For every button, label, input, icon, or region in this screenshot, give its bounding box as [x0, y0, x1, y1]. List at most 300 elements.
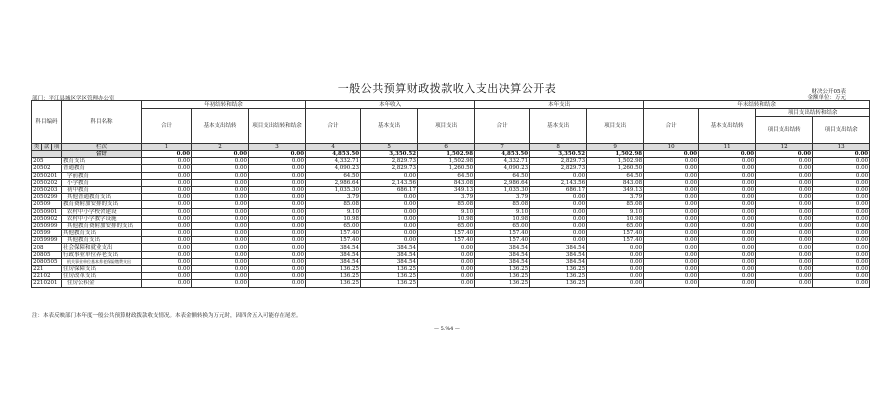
amount-cell: 157.40 [475, 230, 530, 237]
amount-cell: 0.00 [644, 186, 699, 193]
header-income-basic: 基本支出 [361, 109, 418, 144]
amount-cell: 10.98 [418, 215, 475, 222]
amount-cell: 843.08 [418, 179, 475, 186]
amount-cell: 3.79 [306, 194, 361, 201]
amount-cell: 0.00 [249, 179, 306, 186]
subject-name: 机关事业单位基本养老保险缴费支出 [62, 258, 142, 265]
amount-cell: 0.00 [530, 230, 587, 237]
amount-cell: 384.54 [361, 251, 418, 258]
amount-cell: 2,986.64 [306, 179, 361, 186]
amount-cell: 157.40 [587, 230, 644, 237]
table-row [32, 251, 870, 258]
subject-name: 其他教育支出 [62, 230, 142, 237]
header-end-project-carry: 项目支出结转 [756, 117, 813, 144]
header-expense-project: 项目支出 [587, 109, 644, 144]
amount-cell: 0.00 [192, 194, 249, 201]
amount-cell: 0.00 [249, 172, 306, 179]
amount-cell: 0.00 [644, 258, 699, 265]
table-row [32, 237, 870, 244]
amount-cell: 0.00 [587, 251, 644, 258]
table-row [32, 222, 870, 229]
amount-cell: 85.08 [306, 201, 361, 208]
amount-cell: 0.00 [756, 179, 813, 186]
amount-cell: 9.10 [475, 208, 530, 215]
amount-cell: 0.00 [249, 237, 306, 244]
amount-cell: 0.00 [644, 280, 699, 287]
subject-code: 205 [32, 158, 62, 165]
amount-cell: 0.00 [192, 273, 249, 280]
subject-code: 2059999 [32, 237, 62, 244]
subject-name: 住房保障支出 [62, 266, 142, 273]
amount-cell: 0.00 [699, 266, 756, 273]
amount-cell: 0.00 [587, 280, 644, 287]
amount-cell: 349.13 [587, 186, 644, 193]
amount-cell: 64.50 [418, 172, 475, 179]
amount-cell: 4,090.23 [306, 165, 361, 172]
amount-cell: 0.00 [813, 230, 870, 237]
amount-cell: 0.00 [249, 251, 306, 258]
header-lei: 类 [32, 144, 42, 151]
amount-cell: 2,829.73 [361, 158, 418, 165]
amount-cell: 0.00 [142, 215, 192, 222]
amount-cell: 0.00 [699, 179, 756, 186]
amount-cell: 0.00 [249, 194, 306, 201]
subject-code: 20502 [32, 165, 62, 172]
amount-cell: 384.54 [475, 258, 530, 265]
subject-name: 初中教育 [62, 186, 142, 193]
department-label: 部门：平江县城区学区管理办公室 [32, 96, 115, 102]
amount-cell: 384.54 [361, 244, 418, 251]
amount-cell: 0.00 [192, 158, 249, 165]
total-cell: 1,502.98 [587, 151, 644, 158]
amount-cell: 2,829.73 [530, 165, 587, 172]
subject-code: 208 [32, 244, 62, 251]
amount-cell: 0.00 [142, 201, 192, 208]
amount-cell: 0.00 [644, 273, 699, 280]
amount-cell: 0.00 [813, 201, 870, 208]
amount-cell: 0.00 [756, 222, 813, 229]
amount-cell: 1,035.30 [306, 186, 361, 193]
amount-cell: 0.00 [756, 165, 813, 172]
amount-unit: 金额单位：万元 [807, 95, 846, 101]
amount-cell: 686.17 [530, 186, 587, 193]
amount-cell: 0.00 [361, 194, 418, 201]
amount-cell: 0.00 [756, 201, 813, 208]
amount-cell: 136.25 [306, 266, 361, 273]
amount-cell: 0.00 [249, 266, 306, 273]
subject-code: 2050203 [32, 186, 62, 193]
amount-cell: 0.00 [142, 194, 192, 201]
amount-cell: 0.00 [361, 237, 418, 244]
header-income-total: 合计 [306, 109, 361, 144]
amount-cell: 0.00 [644, 179, 699, 186]
amount-cell: 0.00 [699, 251, 756, 258]
page-title: 一般公共预算财政拨款收入支出决算公开表 [337, 82, 557, 95]
table-row [32, 266, 870, 273]
amount-cell: 0.00 [699, 280, 756, 287]
amount-cell: 9.10 [306, 208, 361, 215]
amount-cell: 0.00 [192, 280, 249, 287]
amount-cell: 0.00 [142, 158, 192, 165]
amount-cell: 136.25 [475, 266, 530, 273]
amount-cell: 0.00 [813, 158, 870, 165]
amount-cell: 0.00 [699, 215, 756, 222]
amount-cell: 0.00 [249, 258, 306, 265]
amount-cell: 157.40 [418, 230, 475, 237]
amount-cell: 0.00 [192, 215, 249, 222]
amount-cell: 0.00 [587, 244, 644, 251]
amount-cell: 1,260.50 [587, 165, 644, 172]
amount-cell: 3.79 [587, 194, 644, 201]
col-num: 10 [644, 144, 699, 151]
header-end-total: 合计 [644, 109, 699, 144]
amount-cell: 64.50 [306, 172, 361, 179]
subject-name: 其他普通教育支出 [62, 194, 142, 201]
amount-cell: 2,143.56 [530, 179, 587, 186]
amount-cell: 65.00 [306, 222, 361, 229]
amount-cell: 157.40 [306, 230, 361, 237]
amount-cell: 0.00 [699, 194, 756, 201]
amount-cell: 0.00 [813, 222, 870, 229]
amount-cell: 0.00 [699, 244, 756, 251]
amount-cell: 0.00 [530, 201, 587, 208]
amount-cell: 10.98 [306, 215, 361, 222]
amount-cell: 384.54 [530, 258, 587, 265]
amount-cell: 0.00 [813, 165, 870, 172]
amount-cell: 384.54 [530, 251, 587, 258]
amount-cell: 65.00 [475, 222, 530, 229]
total-cell: 3,350.52 [530, 151, 587, 158]
col-num: 1 [142, 144, 192, 151]
amount-cell: 0.00 [756, 244, 813, 251]
amount-cell: 0.00 [142, 258, 192, 265]
amount-cell: 0.00 [699, 186, 756, 193]
amount-cell: 384.54 [530, 244, 587, 251]
total-code-cell [32, 151, 62, 158]
amount-cell: 0.00 [756, 194, 813, 201]
amount-cell: 0.00 [813, 179, 870, 186]
col-num: 5 [361, 144, 418, 151]
amount-cell: 0.00 [192, 179, 249, 186]
subject-name: 其他教育支出 [62, 237, 142, 244]
table-row [32, 165, 870, 172]
amount-cell: 0.00 [644, 237, 699, 244]
amount-cell: 0.00 [142, 266, 192, 273]
header-lanci: 栏次 [62, 144, 142, 151]
amount-cell: 157.40 [418, 237, 475, 244]
amount-cell: 384.54 [306, 258, 361, 265]
amount-cell: 0.00 [192, 258, 249, 265]
amount-cell: 1,502.98 [418, 158, 475, 165]
amount-cell: 136.25 [475, 280, 530, 287]
amount-cell: 0.00 [530, 172, 587, 179]
amount-cell: 136.25 [361, 266, 418, 273]
amount-cell: 0.00 [644, 194, 699, 201]
amount-cell: 0.00 [142, 172, 192, 179]
amount-cell: 0.00 [644, 208, 699, 215]
amount-cell: 0.00 [699, 165, 756, 172]
total-cell: 0.00 [192, 151, 249, 158]
col-num: 6 [418, 144, 475, 151]
amount-cell: 0.00 [142, 208, 192, 215]
header-end: 年末结转和结余 [644, 101, 870, 109]
subject-name: 学前教育 [62, 172, 142, 179]
amount-cell: 0.00 [192, 186, 249, 193]
amount-cell: 136.25 [361, 273, 418, 280]
table-row [32, 186, 870, 193]
header-expense-basic: 基本支出 [530, 109, 587, 144]
amount-cell: 0.00 [644, 244, 699, 251]
amount-cell: 136.25 [361, 280, 418, 287]
amount-cell: 0.00 [813, 273, 870, 280]
total-cell: 4,853.50 [306, 151, 361, 158]
amount-cell: 0.00 [192, 201, 249, 208]
col-num: 12 [756, 144, 813, 151]
amount-cell: 136.25 [306, 273, 361, 280]
col-num: 11 [699, 144, 756, 151]
amount-cell: 2,143.56 [361, 179, 418, 186]
subject-code: 2050201 [32, 172, 62, 179]
subject-name: 教育支出 [62, 158, 142, 165]
header-end-project-surplus: 项目支出结余 [813, 117, 870, 144]
amount-cell: 0.00 [587, 258, 644, 265]
header-expense-total: 合计 [475, 109, 530, 144]
header-begin-basic: 基本支出结转 [192, 109, 249, 144]
amount-cell: 0.00 [699, 273, 756, 280]
amount-cell: 0.00 [530, 237, 587, 244]
amount-cell: 0.00 [644, 172, 699, 179]
amount-cell: 384.54 [361, 258, 418, 265]
amount-cell: 0.00 [813, 215, 870, 222]
total-cell: 0.00 [756, 151, 813, 158]
amount-cell: 0.00 [699, 222, 756, 229]
amount-cell: 0.00 [249, 165, 306, 172]
amount-cell: 0.00 [142, 230, 192, 237]
amount-cell: 64.50 [475, 172, 530, 179]
amount-cell: 136.25 [530, 280, 587, 287]
amount-cell: 0.00 [813, 258, 870, 265]
subject-name: 住房公积金 [62, 280, 142, 287]
amount-cell: 0.00 [361, 208, 418, 215]
amount-cell: 0.00 [361, 230, 418, 237]
header-end-basic: 基本支出结转 [699, 109, 756, 144]
form-code: 财决公开05表 [811, 89, 846, 95]
amount-cell: 1,035.30 [475, 186, 530, 193]
amount-cell: 0.00 [756, 258, 813, 265]
amount-cell: 0.00 [756, 208, 813, 215]
amount-cell: 0.00 [756, 251, 813, 258]
total-cell: 3,350.52 [361, 151, 418, 158]
amount-cell: 0.00 [644, 222, 699, 229]
subject-name: 其他教育费附加安排的支出 [62, 222, 142, 229]
amount-cell: 0.00 [587, 266, 644, 273]
col-num: 4 [306, 144, 361, 151]
amount-cell: 0.00 [192, 266, 249, 273]
header-kuan: 款 [42, 144, 52, 151]
amount-cell: 0.00 [142, 165, 192, 172]
header-xiang: 项 [52, 144, 62, 151]
amount-cell: 0.00 [813, 266, 870, 273]
amount-cell: 136.25 [306, 280, 361, 287]
amount-cell: 0.00 [813, 208, 870, 215]
budget-table [31, 100, 870, 288]
amount-cell: 1,260.50 [418, 165, 475, 172]
subject-code: 20509 [32, 201, 62, 208]
amount-cell: 384.54 [306, 244, 361, 251]
amount-cell: 349.13 [418, 186, 475, 193]
amount-cell: 0.00 [192, 172, 249, 179]
amount-cell: 0.00 [418, 273, 475, 280]
subject-code: 2050202 [32, 179, 62, 186]
amount-cell: 0.00 [756, 215, 813, 222]
header-begin-project: 项目支出结转和结余 [249, 109, 306, 144]
amount-cell: 0.00 [813, 244, 870, 251]
amount-cell: 0.00 [530, 215, 587, 222]
total-cell: 0.00 [699, 151, 756, 158]
amount-cell: 0.00 [530, 208, 587, 215]
table-row [32, 273, 870, 280]
amount-cell: 0.00 [361, 222, 418, 229]
amount-cell: 0.00 [699, 158, 756, 165]
amount-cell: 0.00 [249, 280, 306, 287]
amount-cell: 0.00 [142, 186, 192, 193]
total-cell: 0.00 [142, 151, 192, 158]
header-expense: 本年支出 [475, 101, 644, 109]
amount-cell: 157.40 [587, 237, 644, 244]
subject-code: 22102 [32, 273, 62, 280]
amount-cell: 0.00 [644, 165, 699, 172]
subject-code: 2050299 [32, 194, 62, 201]
amount-cell: 384.54 [475, 244, 530, 251]
amount-cell: 2,829.73 [361, 165, 418, 172]
amount-cell: 0.00 [192, 208, 249, 215]
amount-cell: 0.00 [756, 230, 813, 237]
amount-cell: 0.00 [361, 201, 418, 208]
amount-cell: 0.00 [756, 273, 813, 280]
subject-code: 20599 [32, 230, 62, 237]
total-row [32, 151, 870, 158]
amount-cell: 0.00 [249, 273, 306, 280]
amount-cell: 0.00 [192, 230, 249, 237]
amount-cell: 0.00 [756, 280, 813, 287]
amount-cell: 0.00 [699, 208, 756, 215]
subject-name: 农村中小学教学设施 [62, 215, 142, 222]
amount-cell: 0.00 [418, 266, 475, 273]
amount-cell: 85.08 [418, 201, 475, 208]
col-num: 13 [813, 144, 870, 151]
amount-cell: 4,332.71 [306, 158, 361, 165]
header-subject-code: 科目编码 [32, 101, 62, 144]
amount-cell: 843.08 [587, 179, 644, 186]
subject-name: 社会保障和就业支出 [62, 244, 142, 251]
amount-cell: 65.00 [587, 222, 644, 229]
amount-cell: 65.00 [418, 222, 475, 229]
amount-cell: 384.54 [306, 251, 361, 258]
amount-cell: 0.00 [813, 186, 870, 193]
amount-cell: 0.00 [249, 208, 306, 215]
amount-cell: 0.00 [813, 172, 870, 179]
subject-name: 行政事业单位养老支出 [62, 251, 142, 258]
amount-cell: 4,332.71 [475, 158, 530, 165]
table-row [32, 158, 870, 165]
table-row [32, 179, 870, 186]
table-row [32, 172, 870, 179]
subject-code: 2080505 [32, 258, 62, 265]
amount-cell: 136.25 [475, 273, 530, 280]
table-row [32, 280, 870, 287]
header-income: 本年收入 [306, 101, 475, 109]
amount-cell: 0.00 [644, 158, 699, 165]
amount-cell: 64.50 [587, 172, 644, 179]
amount-cell: 0.00 [142, 273, 192, 280]
amount-cell: 0.00 [249, 244, 306, 251]
total-cell: 4,853.50 [475, 151, 530, 158]
header-income-project: 项目支出 [418, 109, 475, 144]
table-row [32, 230, 870, 237]
amount-cell: 0.00 [756, 172, 813, 179]
amount-cell: 0.00 [813, 251, 870, 258]
subject-name: 教育费附加安排的支出 [62, 201, 142, 208]
total-cell: 0.00 [813, 151, 870, 158]
amount-cell: 0.00 [192, 165, 249, 172]
amount-cell: 0.00 [756, 266, 813, 273]
col-num: 8 [530, 144, 587, 151]
header-end-project-group: 项目支出结转和结余 [756, 109, 870, 117]
amount-cell: 0.00 [142, 244, 192, 251]
amount-cell: 2,829.73 [530, 158, 587, 165]
amount-cell: 0.00 [644, 201, 699, 208]
amount-cell: 0.00 [756, 237, 813, 244]
amount-cell: 2,986.64 [475, 179, 530, 186]
total-cell: 0.00 [249, 151, 306, 158]
amount-cell: 157.40 [306, 237, 361, 244]
amount-cell: 0.00 [249, 215, 306, 222]
amount-cell: 136.25 [530, 273, 587, 280]
amount-cell: 0.00 [142, 222, 192, 229]
amount-cell: 0.00 [361, 215, 418, 222]
amount-cell: 0.00 [644, 266, 699, 273]
amount-cell: 0.00 [813, 280, 870, 287]
col-num: 7 [475, 144, 530, 151]
subject-name: 住房改革支出 [62, 273, 142, 280]
amount-cell: 3.79 [475, 194, 530, 201]
subject-code: 2050901 [32, 208, 62, 215]
table-row [32, 194, 870, 201]
col-num: 3 [249, 144, 306, 151]
amount-cell: 686.17 [361, 186, 418, 193]
subject-code: 2050902 [32, 215, 62, 222]
amount-cell: 0.00 [699, 237, 756, 244]
amount-cell: 9.10 [418, 208, 475, 215]
amount-cell: 0.00 [699, 230, 756, 237]
amount-cell: 0.00 [756, 158, 813, 165]
subject-name: 普通教育 [62, 165, 142, 172]
amount-cell: 0.00 [756, 186, 813, 193]
amount-cell: 0.00 [192, 244, 249, 251]
amount-cell: 0.00 [530, 222, 587, 229]
amount-cell: 1,502.98 [587, 158, 644, 165]
amount-cell: 0.00 [813, 194, 870, 201]
subject-name: 小学教育 [62, 179, 142, 186]
amount-cell: 0.00 [249, 230, 306, 237]
table-row [32, 215, 870, 222]
total-label: 合计 [62, 151, 142, 158]
subject-name: 农村中小学校舍建设 [62, 208, 142, 215]
amount-cell: 10.98 [587, 215, 644, 222]
header-begin-total: 合计 [142, 109, 192, 144]
table-row [32, 258, 870, 265]
amount-cell: 0.00 [587, 273, 644, 280]
